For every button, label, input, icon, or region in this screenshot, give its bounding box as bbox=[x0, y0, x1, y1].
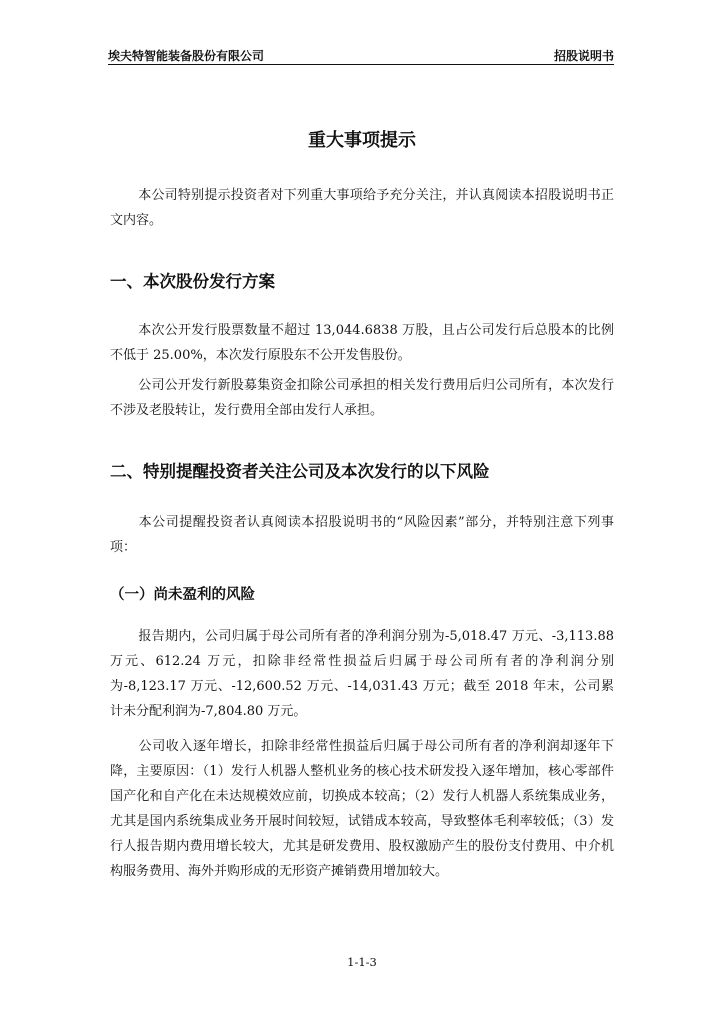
page-header bbox=[108, 44, 614, 64]
header-rule bbox=[108, 64, 614, 65]
intro-text: 本公司特别提示投资者对下列重大事项给予充分关注，并认真阅读本招股说明书正文内容。 bbox=[110, 188, 614, 228]
header-document-type: 招股说明书 bbox=[553, 49, 614, 63]
section-1-paragraph-2-text: 公司公开发行新股募集资金扣除公司承担的相关发行费用后归公司所有，本次发行不涉及老股转让，发行费用全部由发行人承担。 bbox=[110, 378, 614, 418]
page-number: 1-1-3 bbox=[347, 955, 377, 969]
section-1-paragraph-1-text: 本次公开发行股票数量不超过 13,044.6838 万股，且占公司发行后总股本的比例不低于 25.00%，本次发行原股东不公开发售股份。 bbox=[110, 323, 614, 363]
section-2-heading: 二、特别提醒投资者关注公司及本次发行的以下风险 bbox=[110, 462, 490, 481]
subsection-1-paragraph-2-text: 公司收入逐年增长，扣除非经常性损益后归属于母公司所有者的净利润却逐年下降，主要原因：（1）发行人机器人整机业务的核心技术研发投入逐年增加，核心零部件国产化和自产化在未达规模效应前，切换成本较高；（2）发行人机器人系统集成业务，尤其是国内系统集成业务开展时间较短，试错成本较高，导致整体毛利率较低；（3）发行人报告期内费用增长较大，尤其是研发费用、股权激励产生的股份支付费用、中介机构服务费用、海外并购形成的无形资产摊销费用增加较大。 bbox=[110, 739, 614, 879]
section-1-paragraph-1 bbox=[110, 318, 614, 368]
section-2-paragraph-1-text: 本公司提醒投资者认真阅读本招股说明书的“风险因素”部分，并特别注意下列事项： bbox=[110, 515, 614, 555]
header-company-name: 埃夫特智能装备股份有限公司 bbox=[108, 49, 265, 63]
subsection-1-paragraph-1 bbox=[110, 624, 614, 724]
section-1-paragraph-2 bbox=[110, 373, 614, 423]
intro-paragraph bbox=[110, 183, 614, 233]
subsection-1-paragraph-1-text: 报告期内，公司归属于母公司所有者的净利润分别为-5,018.47 万元、-3,113.88 万元、612.24 万元，扣除非经常性损益后归属于母公司所有者的净利润分别为-8,123.17 万元、-12,600.52 万元、-14,031.43 万元；截至 2018 年末，公司累计未分配利润为-7,804.80 万元。 bbox=[110, 629, 614, 719]
section-1-heading: 一、本次股份发行方案 bbox=[110, 272, 275, 291]
section-2-paragraph-1 bbox=[110, 510, 614, 560]
document-title: 重大事项提示 bbox=[308, 130, 416, 151]
subsection-1-paragraph-2 bbox=[110, 734, 614, 884]
subsection-1-heading: （一）尚未盈利的风险 bbox=[110, 587, 255, 603]
